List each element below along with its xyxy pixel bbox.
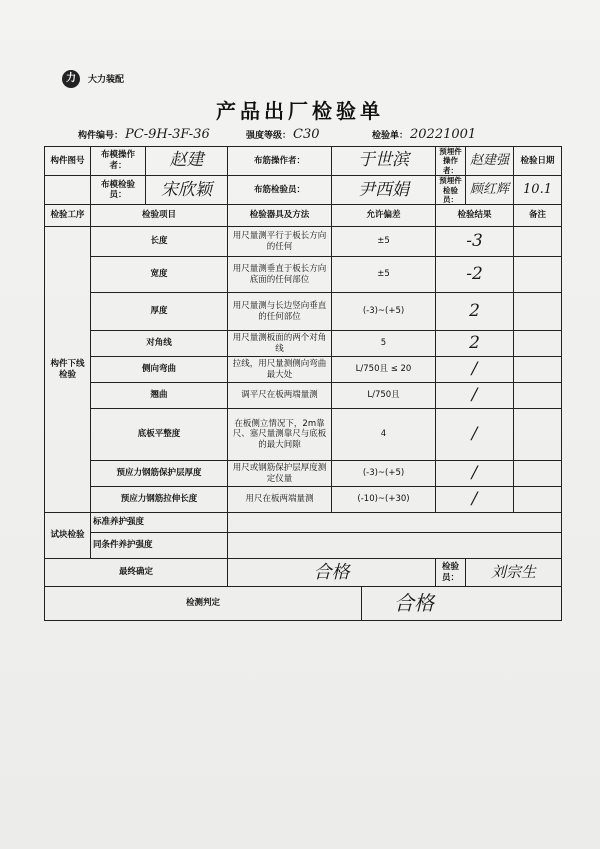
embed-operator-label: 预埋件操作者： xyxy=(436,147,466,176)
rebar-inspector-label: 布筋检验员： xyxy=(228,176,332,205)
embed-inspector-label: 预埋件检验员： xyxy=(436,176,466,205)
tolerance-cell: (-10)~(+30) xyxy=(332,487,436,513)
embed-inspector-signature: 顾红辉 xyxy=(466,176,514,205)
tolerance-cell: (-3)~(+5) xyxy=(332,293,436,331)
inspection-date-label: 检验日期 xyxy=(514,147,562,176)
inspection-no-label: 检验单： xyxy=(372,131,409,141)
remark-cell xyxy=(514,383,562,409)
mold-operator-label: 布模操作者： xyxy=(91,147,146,176)
item-cell: 对角线 xyxy=(91,331,228,357)
mold-operator-signature: 赵建 xyxy=(146,147,228,176)
col-item: 检验项目 xyxy=(91,205,228,227)
item-cell: 预应力钢筋保护层厚度 xyxy=(91,461,228,487)
remark-cell xyxy=(514,461,562,487)
table-row xyxy=(45,487,562,513)
tolerance-cell: 5 xyxy=(332,331,436,357)
method-cell: 用尺量测平行于板长方向的任何 xyxy=(228,227,332,257)
table-row xyxy=(45,257,562,293)
item-cell: 翘曲 xyxy=(91,383,228,409)
page-title: 产品出厂检验单 xyxy=(216,99,384,123)
remark-cell xyxy=(514,357,562,383)
remark-cell xyxy=(514,227,562,257)
strength-value: C30 xyxy=(293,127,320,142)
test-block-label: 试块检验 xyxy=(45,513,91,559)
method-cell: 用尺或钢筋保护层厚度测定仪量 xyxy=(228,461,332,487)
tolerance-cell: 4 xyxy=(332,409,436,461)
result-cell: / xyxy=(436,409,514,461)
component-no-label: 构件编号： xyxy=(78,131,124,141)
method-cell: 用尺量测垂直于板长方向底面的任何部位 xyxy=(228,257,332,293)
strength-field xyxy=(246,127,320,142)
result-cell: / xyxy=(436,357,514,383)
final-inspector-signature: 刘宗生 xyxy=(466,559,562,587)
tolerance-cell: ±5 xyxy=(332,257,436,293)
component-drawing-label: 构件图号 xyxy=(45,147,91,176)
result-cell: -3 xyxy=(436,227,514,257)
judgement-value: 合格 xyxy=(362,587,562,621)
col-remark: 备注 xyxy=(514,205,562,227)
people-row-2 xyxy=(45,176,562,205)
inspection-no-field xyxy=(372,127,476,142)
strength-label: 强度等级： xyxy=(246,131,292,141)
mold-inspector-signature: 宋欣颖 xyxy=(146,176,228,205)
component-no-value: PC-9H-3F-36 xyxy=(125,127,210,142)
mold-inspector-label: 布模检验员： xyxy=(91,176,146,205)
result-cell: / xyxy=(436,487,514,513)
judgement-row xyxy=(45,587,562,621)
remark-cell xyxy=(514,257,562,293)
test-block-row-1 xyxy=(45,513,562,533)
item-cell: 侧向弯曲 xyxy=(91,357,228,383)
column-header-row xyxy=(45,205,562,227)
inspection-no-value: 20221001 xyxy=(410,127,477,142)
rebar-operator-signature: 于世滨 xyxy=(332,147,436,176)
same-condition-curing-value xyxy=(228,533,562,559)
test-block-row-2 xyxy=(45,533,562,559)
final-value: 合格 xyxy=(228,559,436,587)
method-cell: 用尺在板两端量测 xyxy=(228,487,332,513)
item-cell: 底板平整度 xyxy=(91,409,228,461)
tolerance-cell: ±5 xyxy=(332,227,436,257)
col-tolerance: 允许偏差 xyxy=(332,205,436,227)
tolerance-cell: L/750且 ≤ 20 xyxy=(332,357,436,383)
same-condition-curing-label: 同条件养护强度 xyxy=(91,533,228,559)
standard-curing-value xyxy=(228,513,562,533)
rebar-operator-label: 布筋操作者： xyxy=(228,147,332,176)
rebar-inspector-signature: 尹西娟 xyxy=(332,176,436,205)
result-cell: 2 xyxy=(436,293,514,331)
table-row xyxy=(45,293,562,331)
item-cell: 厚度 xyxy=(91,293,228,331)
standard-curing-label: 标准养护强度 xyxy=(91,513,228,533)
table-row xyxy=(45,383,562,409)
table-row xyxy=(45,409,562,461)
item-cell: 宽度 xyxy=(91,257,228,293)
item-cell: 长度 xyxy=(91,227,228,257)
brand-name: 大力装配 xyxy=(88,75,125,85)
final-row xyxy=(45,559,562,587)
stage-cell: 构件下线检验 xyxy=(45,227,91,513)
final-inspector-label: 检验员： xyxy=(436,559,466,587)
col-method: 检验器具及方法 xyxy=(228,205,332,227)
people-row-1 xyxy=(45,147,562,176)
table-row xyxy=(45,357,562,383)
col-result: 检验结果 xyxy=(436,205,514,227)
result-cell: 2 xyxy=(436,331,514,357)
item-cell: 预应力钢筋拉伸长度 xyxy=(91,487,228,513)
result-cell: / xyxy=(436,461,514,487)
method-cell: 用尺量测板面的两个对角线 xyxy=(228,331,332,357)
result-cell: -2 xyxy=(436,257,514,293)
remark-cell xyxy=(514,409,562,461)
final-label: 最终确定 xyxy=(45,559,228,587)
result-cell: / xyxy=(436,383,514,409)
inspection-table xyxy=(44,146,562,621)
tolerance-cell: L/750且 xyxy=(332,383,436,409)
judgement-label: 检测判定 xyxy=(45,587,362,621)
table-row xyxy=(45,227,562,257)
table-row xyxy=(45,331,562,357)
method-cell: 拉线，用尺量测侧向弯曲最大处 xyxy=(228,357,332,383)
table-row xyxy=(45,461,562,487)
embed-operator-signature: 赵建强 xyxy=(466,147,514,176)
inspection-date-value: 10.1 xyxy=(514,176,562,205)
col-stage: 检验工序 xyxy=(45,205,91,227)
component-drawing-value xyxy=(45,176,91,205)
method-cell: 用尺量测与长边竖向垂直的任何部位 xyxy=(228,293,332,331)
method-cell: 在板侧立情况下，2m靠尺、塞尺量测靠尺与底板的最大间隙 xyxy=(228,409,332,461)
remark-cell xyxy=(514,331,562,357)
component-no-field xyxy=(78,127,210,142)
company-logo-icon: 力 xyxy=(62,70,80,88)
tolerance-cell: (-3)~(+5) xyxy=(332,461,436,487)
remark-cell xyxy=(514,487,562,513)
method-cell: 调平尺在板两端量测 xyxy=(228,383,332,409)
remark-cell xyxy=(514,293,562,331)
